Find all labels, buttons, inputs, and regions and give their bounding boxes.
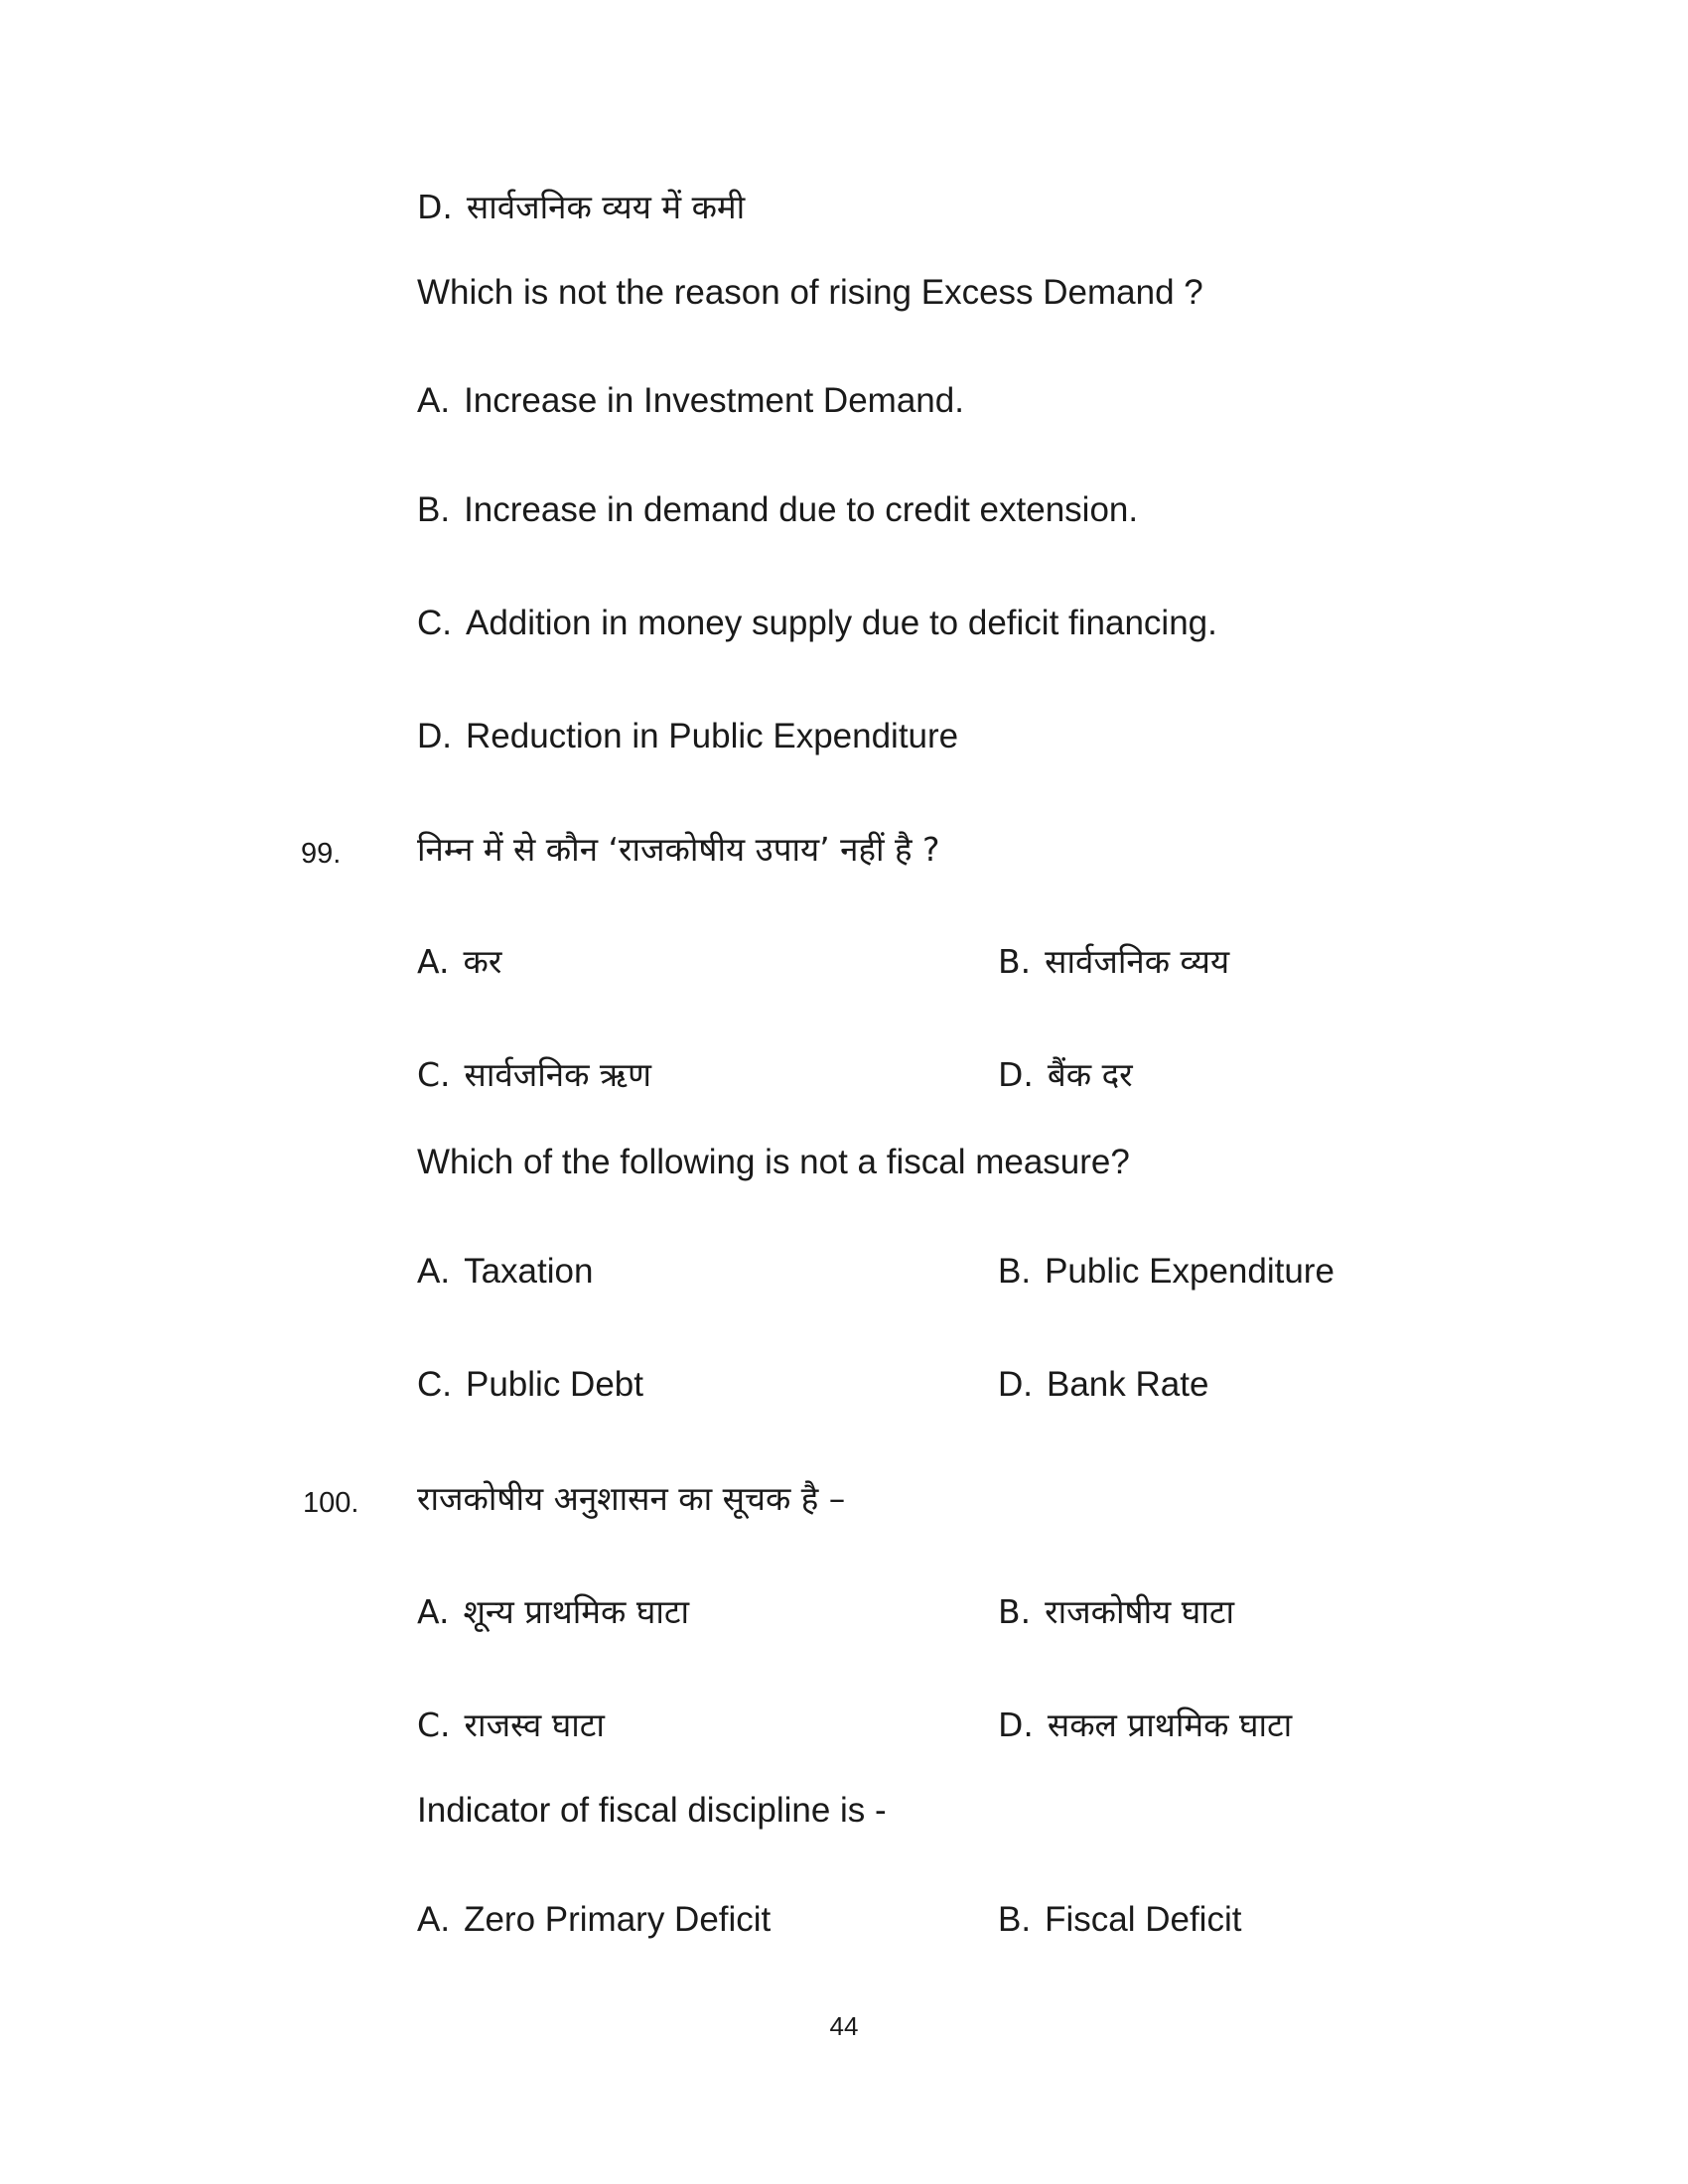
option-label: B. [998, 1592, 1032, 1631]
option-label: D. [998, 1365, 1033, 1404]
option-label: C. [417, 1055, 451, 1094]
option-text: राजकोषीय घाटा [1045, 1592, 1235, 1631]
option-text: सार्वजनिक व्यय में कमी [466, 188, 746, 226]
q100-hindi-option-d [998, 1704, 1292, 1747]
prev-english-option-b [417, 488, 1138, 532]
option-text: सार्वजनिक व्यय [1045, 942, 1230, 981]
prev-english-question: Which is not the reason of rising Excess Demand ? [417, 273, 1203, 312]
option-text: Increase in Investment Demand. [464, 381, 964, 420]
option-label: A. [417, 1592, 450, 1631]
q99-hindi-option-c [417, 1053, 651, 1097]
option-label: D. [998, 1055, 1034, 1094]
option-label: C. [417, 1365, 452, 1404]
q99-english-option-a [417, 1250, 593, 1294]
q100-hindi-option-a [417, 1590, 689, 1634]
option-label: A. [417, 1252, 451, 1291]
option-text: Bank Rate [1047, 1365, 1209, 1404]
option-label: B. [998, 1252, 1032, 1291]
q100-english-option-b [998, 1898, 1241, 1942]
option-text: सार्वजनिक ऋण [464, 1055, 651, 1094]
option-label: A. [417, 1900, 451, 1939]
prev-english-option-d [417, 715, 958, 758]
option-label: D. [417, 188, 453, 226]
option-text: Fiscal Deficit [1045, 1900, 1242, 1939]
option-text: Addition in money supply due to deficit financing. [466, 604, 1217, 642]
option-text: शून्य प्राथमिक घाटा [463, 1592, 690, 1631]
page-number: 44 [829, 2011, 859, 2041]
question-number-99: 99. [301, 838, 342, 870]
option-text: राजस्व घाटा [464, 1706, 605, 1744]
option-label: C. [417, 1706, 451, 1744]
prev-english-option-c [417, 602, 1217, 645]
option-label: B. [998, 1900, 1032, 1939]
q99-english-question: Which of the following is not a fiscal measure? [417, 1143, 1130, 1181]
q99-hindi-option-b [998, 940, 1229, 984]
option-text: Public Expenditure [1045, 1252, 1335, 1291]
option-label: D. [417, 717, 452, 755]
prev-english-option-a [417, 379, 964, 423]
q99-english-option-b [998, 1250, 1335, 1294]
question-number-100: 100. [303, 1487, 359, 1519]
option-text: बैंक दर [1047, 1055, 1133, 1094]
q100-english-question: Indicator of fiscal discipline is - [417, 1791, 887, 1830]
option-text: Zero Primary Deficit [464, 1900, 772, 1939]
q99-hindi-question: निम्न में से कौन ‘राजकोषीय उपाय’ नहीं है ? [417, 830, 940, 869]
option-text: Public Debt [466, 1365, 643, 1404]
q100-hindi-option-b [998, 1590, 1234, 1634]
option-label: A. [417, 942, 450, 981]
q99-hindi-option-a [417, 940, 501, 984]
q100-english-option-a [417, 1898, 771, 1942]
q99-english-option-d [998, 1363, 1208, 1407]
option-text: Taxation [464, 1252, 594, 1291]
option-text: Reduction in Public Expenditure [466, 717, 959, 755]
option-label: D. [998, 1706, 1034, 1744]
q100-hindi-option-c [417, 1704, 605, 1747]
q99-hindi-option-d [998, 1053, 1133, 1097]
option-text: Increase in demand due to credit extension. [464, 490, 1139, 529]
option-label: A. [417, 381, 451, 420]
q100-hindi-question: राजकोषीय अनुशासन का सूचक है – [417, 1479, 846, 1518]
prev-hindi-option-d [417, 186, 745, 229]
option-label: B. [998, 942, 1032, 981]
option-text: सकल प्राथमिक घाटा [1047, 1706, 1293, 1744]
option-label: B. [417, 490, 451, 529]
option-label: C. [417, 604, 452, 642]
q99-english-option-c [417, 1363, 643, 1407]
option-text: कर [463, 942, 502, 981]
